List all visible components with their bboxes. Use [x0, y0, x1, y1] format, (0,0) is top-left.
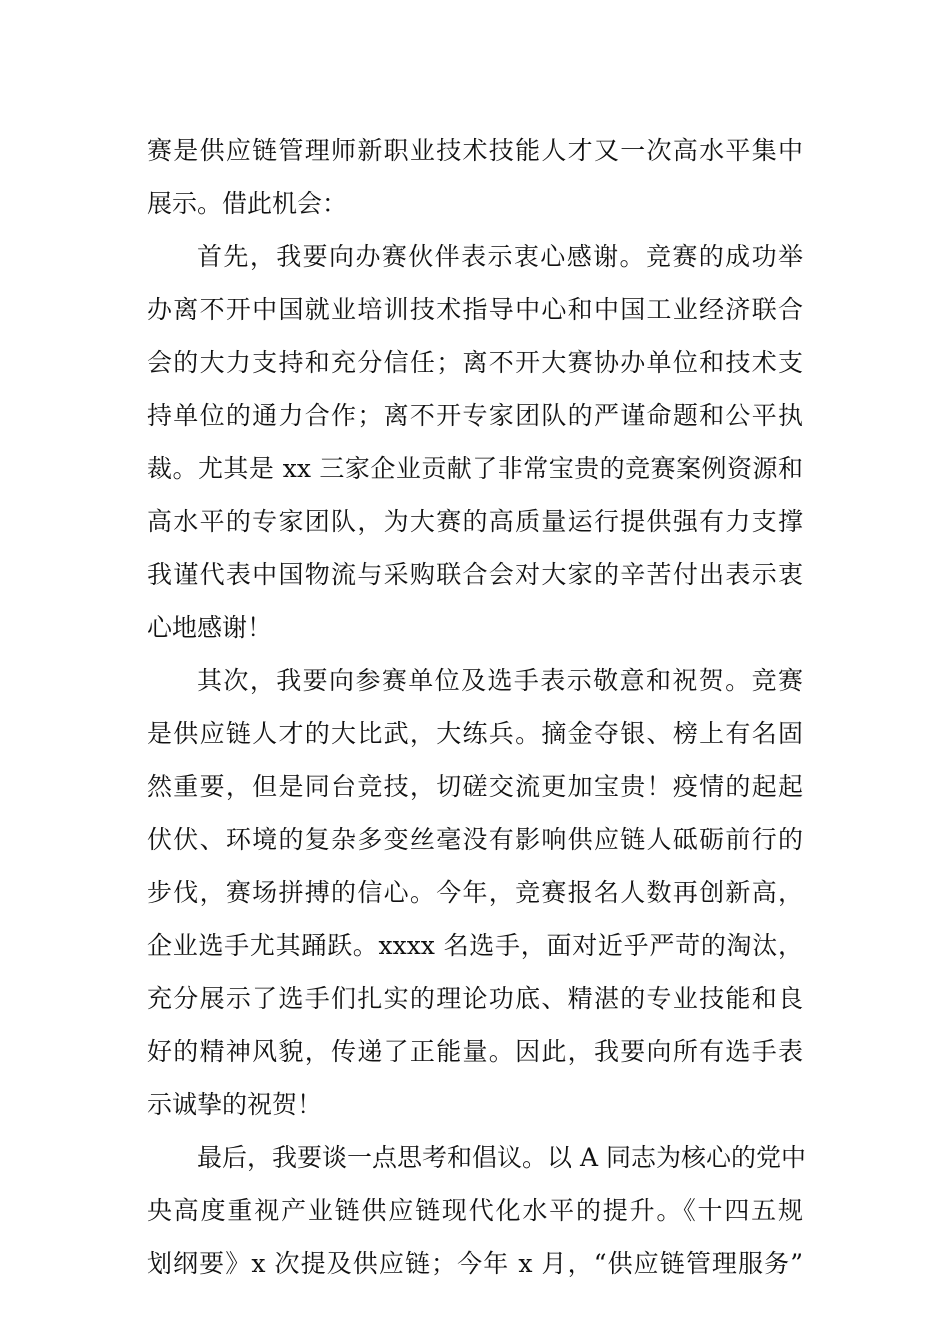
text-line: 展示。借此机会：	[147, 189, 348, 218]
text-line: 我谨代表中国物流与采购联合会对大家的辛苦付出表示衷	[147, 560, 803, 589]
paragraph-first-line: 最后，我要谈一点思考和倡议。以 A 同志为核心的党中	[197, 1143, 806, 1172]
text-line: 裁。尤其是 xx 三家企业贡献了非常宝贵的竞赛案例资源和	[147, 454, 803, 483]
text-line: 好的精神风貌，传递了正能量。因此，我要向所有选手表	[147, 1037, 803, 1066]
paragraph-first-line: 首先，我要向办赛伙伴表示衷心感谢。竞赛的成功举	[197, 242, 803, 271]
text-line: 充分展示了选手们扎实的理论功底、精湛的专业技能和良	[147, 984, 803, 1013]
document-body	[147, 124, 806, 1290]
text-line: 企业选手尤其踊跃。xxxx 名选手，面对近乎严苛的淘汰，	[147, 931, 803, 960]
text-line: 划纲要》x 次提及供应链；今年 x 月，“供应链管理服务”	[147, 1249, 803, 1278]
text-line: 示诚挚的祝贺！	[147, 1090, 323, 1119]
text-line: 步伐，赛场拼搏的信心。今年，竞赛报名人数再创新高，	[147, 878, 803, 907]
text-line: 赛是供应链管理师新职业技术技能人才又一次高水平集中	[147, 136, 803, 165]
paragraph-first-line: 其次，我要向参赛单位及选手表示敬意和祝贺。竞赛	[197, 666, 803, 695]
text-line: 会的大力支持和充分信任；离不开大赛协办单位和技术支	[147, 348, 803, 377]
text-line: 是供应链人才的大比武，大练兵。摘金夺银、榜上有名固	[147, 719, 803, 748]
text-line: 高水平的专家团队，为大赛的高质量运行提供强有力支撑	[147, 507, 803, 536]
text-line: 伏伏、环境的复杂多变丝毫没有影响供应链人砥砺前行的	[147, 825, 803, 854]
text-line: 办离不开中国就业培训技术指导中心和中国工业经济联合	[147, 295, 803, 324]
text-line: 心地感谢！	[147, 613, 273, 642]
text-line: 央高度重视产业链供应链现代化水平的提升。《十四五规	[147, 1196, 803, 1225]
text-line: 然重要，但是同台竞技，切磋交流更加宝贵！疫情的起起	[147, 772, 803, 801]
text-line: 持单位的通力合作；离不开专家团队的严谨命题和公平执	[147, 401, 803, 430]
